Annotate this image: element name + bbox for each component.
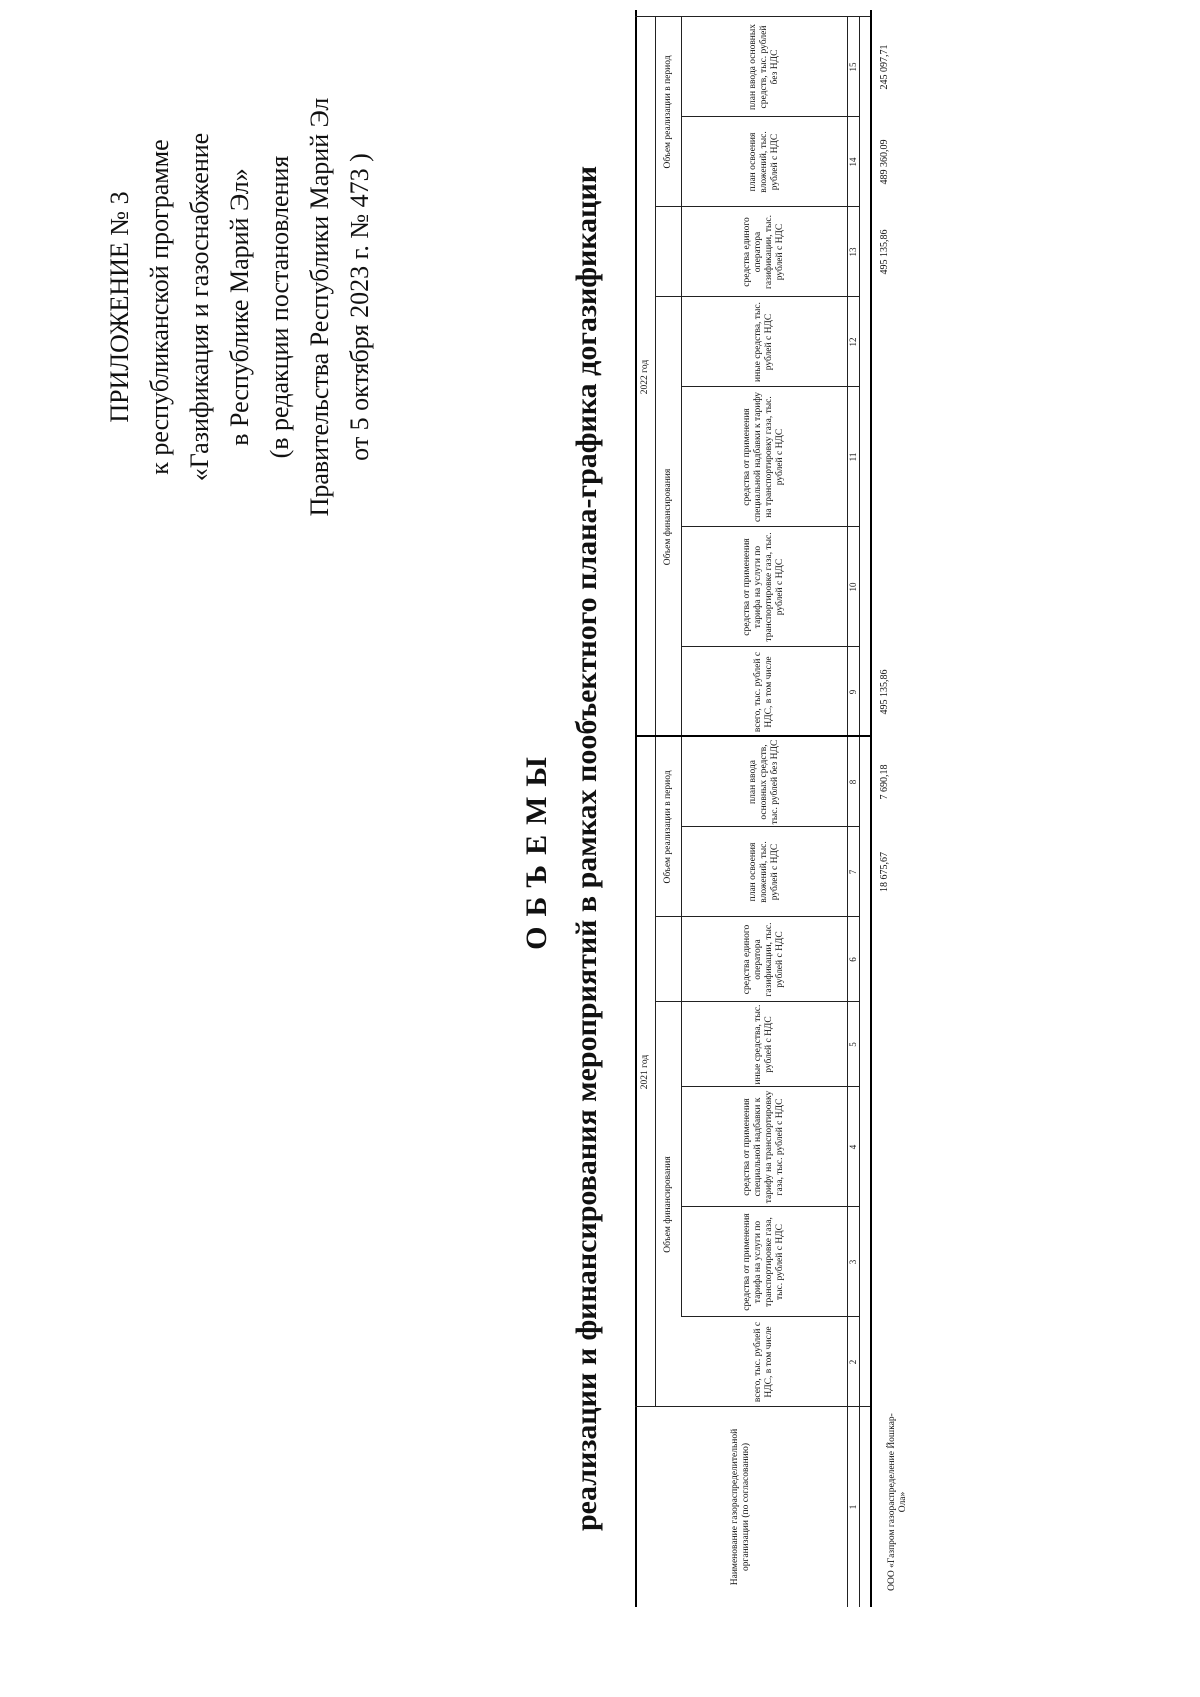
col-plan-assets-2021: план ввода основных средств, тыс. рублей без НДС bbox=[747, 739, 780, 825]
col-surcharge-2021: средства от применения специальной надбавки к тарифу на транспортировку газа, тыс. рублей с НДС bbox=[742, 1090, 785, 1204]
realization-header-2021: Объем реализации в период bbox=[662, 770, 673, 884]
col-number: 7 bbox=[847, 869, 858, 875]
col-number: 8 bbox=[847, 779, 858, 785]
col-number: 11 bbox=[847, 452, 858, 462]
financing-table bbox=[635, 10, 908, 1607]
table-cell bbox=[877, 1002, 891, 1087]
col-total-2022: всего, тыс. рублей с НДС, в том числе bbox=[753, 651, 774, 733]
table-cell bbox=[877, 527, 891, 647]
table-cell bbox=[877, 1207, 891, 1317]
col-tariff-2022: средства от применения тарифа на услуги по транспортировке газа, тыс. рублей с НДС bbox=[742, 532, 785, 642]
col-plan-invest-2021: план освоения вложений, тыс. рублей с НДС bbox=[747, 841, 780, 903]
col-total-2021: всего, тыс. рублей с НДС, в том числе bbox=[753, 1321, 774, 1403]
document-subtitle: реализации и финансирования мероприятий в рамках пообъектного плана-графика догазификации bbox=[570, 165, 603, 1532]
realization-header-2022: Объем реализации в период bbox=[662, 55, 673, 169]
table-cell bbox=[877, 1087, 891, 1207]
table-cell: 18 675,67 bbox=[878, 852, 890, 892]
financing-header-2022: Объем финансирования bbox=[662, 468, 673, 566]
table-cell bbox=[877, 917, 891, 1002]
appendix-line: ПРИЛОЖЕНИЕ № 3 bbox=[105, 191, 134, 423]
col-number: 6 bbox=[847, 957, 858, 962]
col-number: 9 bbox=[847, 689, 858, 695]
table-cell bbox=[877, 297, 891, 387]
appendix-line: от 5 октября 2023 г. № 473 ) bbox=[345, 153, 374, 461]
table-cell: 7 690,18 bbox=[878, 764, 890, 800]
col-number: 2 bbox=[847, 1359, 858, 1365]
org-name-cell: ООО «Газпром газораспределение Йошкар-Ола» bbox=[887, 1413, 908, 1591]
table-cell: 495 135,86 bbox=[878, 669, 890, 715]
col-operator-2021: средства единого оператора газификации, тыс. рублей с НДС bbox=[742, 922, 785, 997]
document-title: ОБЪЕМЫ bbox=[520, 747, 553, 950]
appendix-block bbox=[100, 97, 380, 517]
col-number: 10 bbox=[847, 582, 858, 592]
table-cell bbox=[877, 1317, 891, 1407]
table-cell bbox=[877, 387, 891, 527]
col-plan-invest-2022: план освоения вложений, тыс. рублей с НДС bbox=[747, 131, 780, 193]
org-header: Наименование газораспределительной организации (по согласованию) bbox=[730, 1428, 751, 1586]
col-other-2021: иные средства, тыс. рублей с НДС bbox=[753, 1004, 774, 1085]
col-number: 14 bbox=[847, 157, 858, 167]
appendix-line: Правительства Республики Марий Эл bbox=[305, 97, 334, 517]
col-number: 1 bbox=[847, 1504, 858, 1510]
appendix-line: (в редакции постановления bbox=[265, 155, 294, 459]
col-surcharge-2022: средства от применения специальной надбавки к тарифу на транспортировку газа, тыс. рублей с НДС bbox=[742, 391, 785, 523]
year-2022-header: 2022 год bbox=[639, 359, 650, 395]
col-number: 15 bbox=[847, 62, 858, 72]
table-cell: 495 135,86 bbox=[878, 229, 890, 275]
col-plan-assets-2022: план ввода основных средств, тыс. рублей без НДС bbox=[747, 23, 780, 111]
table-cell: 489 360,09 bbox=[878, 139, 890, 185]
appendix-line: «Газификация и газоснабжение bbox=[185, 132, 214, 482]
col-number: 3 bbox=[847, 1259, 858, 1265]
col-number: 4 bbox=[847, 1144, 858, 1150]
col-number: 13 bbox=[847, 247, 858, 257]
financing-header-2021: Объем финансирования bbox=[662, 1156, 673, 1253]
appendix-line: в Республике Марий Эл» bbox=[225, 168, 254, 446]
col-number: 5 bbox=[847, 1042, 858, 1047]
col-other-2022: иные средства, тыс. рублей с НДС bbox=[753, 302, 774, 382]
table-cell: 245 097,71 bbox=[878, 44, 890, 90]
appendix-line: к республиканской программе bbox=[145, 139, 174, 475]
col-tariff-2021: средства от применения тарифа на услуги по транспортировке газа, тыс. рублей с НДС bbox=[742, 1213, 785, 1311]
col-number: 12 bbox=[847, 337, 858, 347]
col-operator-2022: средства единого оператора газификации, тыс. рублей с НДС bbox=[742, 215, 785, 290]
year-2021-header: 2021 год bbox=[639, 1054, 650, 1090]
